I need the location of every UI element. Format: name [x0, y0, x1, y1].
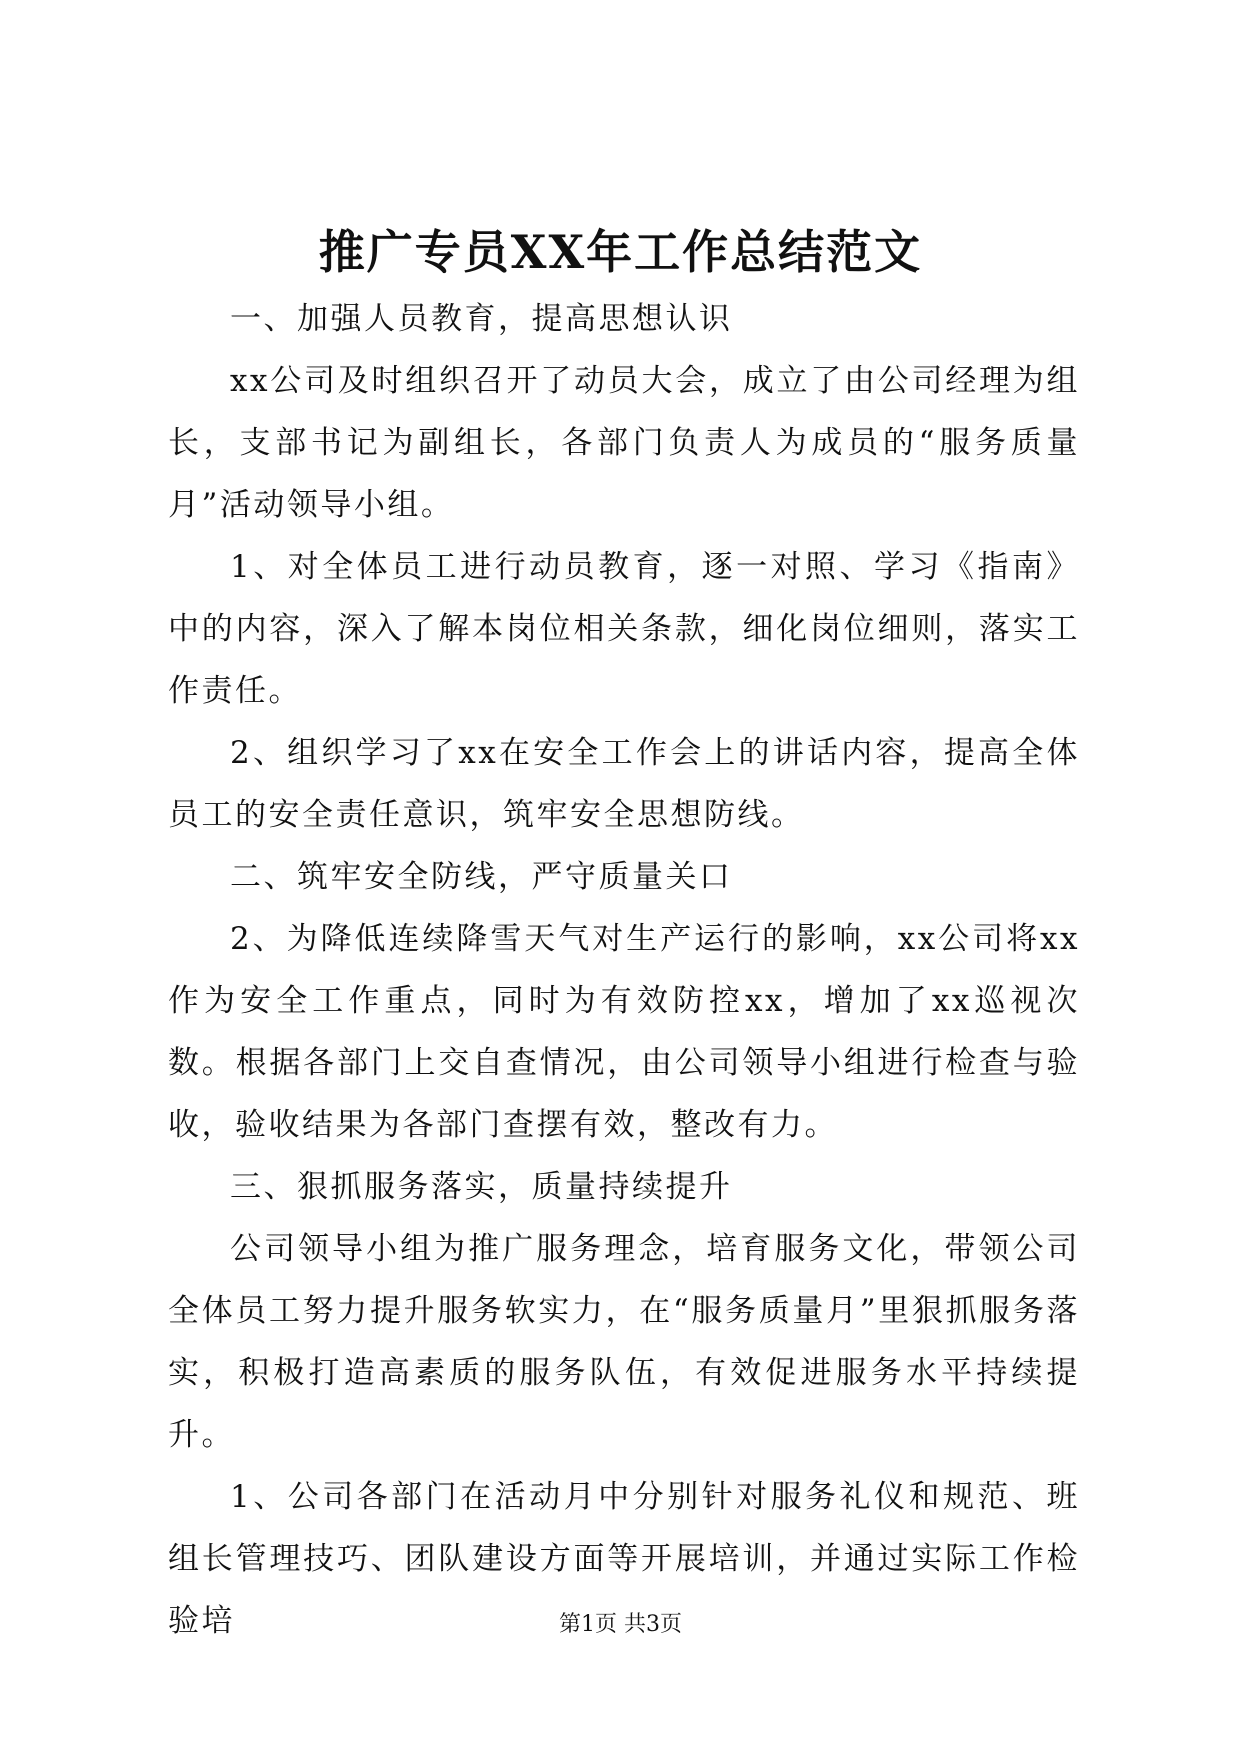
document-body — [168, 288, 1080, 1652]
paragraph: 2、为降低连续降雪天气对生产运行的影响，xx公司将xx作为安全工作重点，同时为有效防控xx，增加了xx巡视次数。根据各部门上交自查情况，由公司领导小组进行检查与验收，验收结果为各部门查摆有效，整改有力。 — [168, 921, 1080, 1143]
section-heading-2: 二、筑牢安全防线，严守质量关口 — [230, 859, 733, 895]
paragraph: 1、对全体员工进行动员教育，逐一对照、学习《指南》中的内容，深入了解本岗位相关条款，细化岗位细则，落实工作责任。 — [168, 549, 1080, 709]
paragraph: xx公司及时组织召开了动员大会，成立了由公司经理为组长，支部书记为副组长，各部门负责人为成员的“服务质量月”活动领导小组。 — [168, 363, 1080, 523]
section-heading-1: 一、加强人员教育，提高思想认识 — [230, 301, 733, 337]
paragraph: 2、组织学习了xx在安全工作会上的讲话内容，提高全体员工的安全责任意识，筑牢安全思想防线。 — [168, 735, 1080, 833]
paragraph: 公司领导小组为推广服务理念，培育服务文化，带领公司全体员工努力提升服务软实力，在“服务质量月”里狠抓服务落实，积极打造高素质的服务队伍，有效促进服务水平持续提升。 — [168, 1231, 1080, 1453]
document-title: 推广专员XX年工作总结范文 — [318, 225, 923, 279]
paragraph: 1、公司各部门在活动月中分别针对服务礼仪和规范、班组长管理技巧、团队建设方面等开展培训，并通过实际工作检验培 — [168, 1479, 1080, 1639]
page-number-footer: 第1页 共3页 — [559, 1612, 682, 1637]
section-heading-3: 三、狠抓服务落实，质量持续提升 — [230, 1169, 733, 1205]
